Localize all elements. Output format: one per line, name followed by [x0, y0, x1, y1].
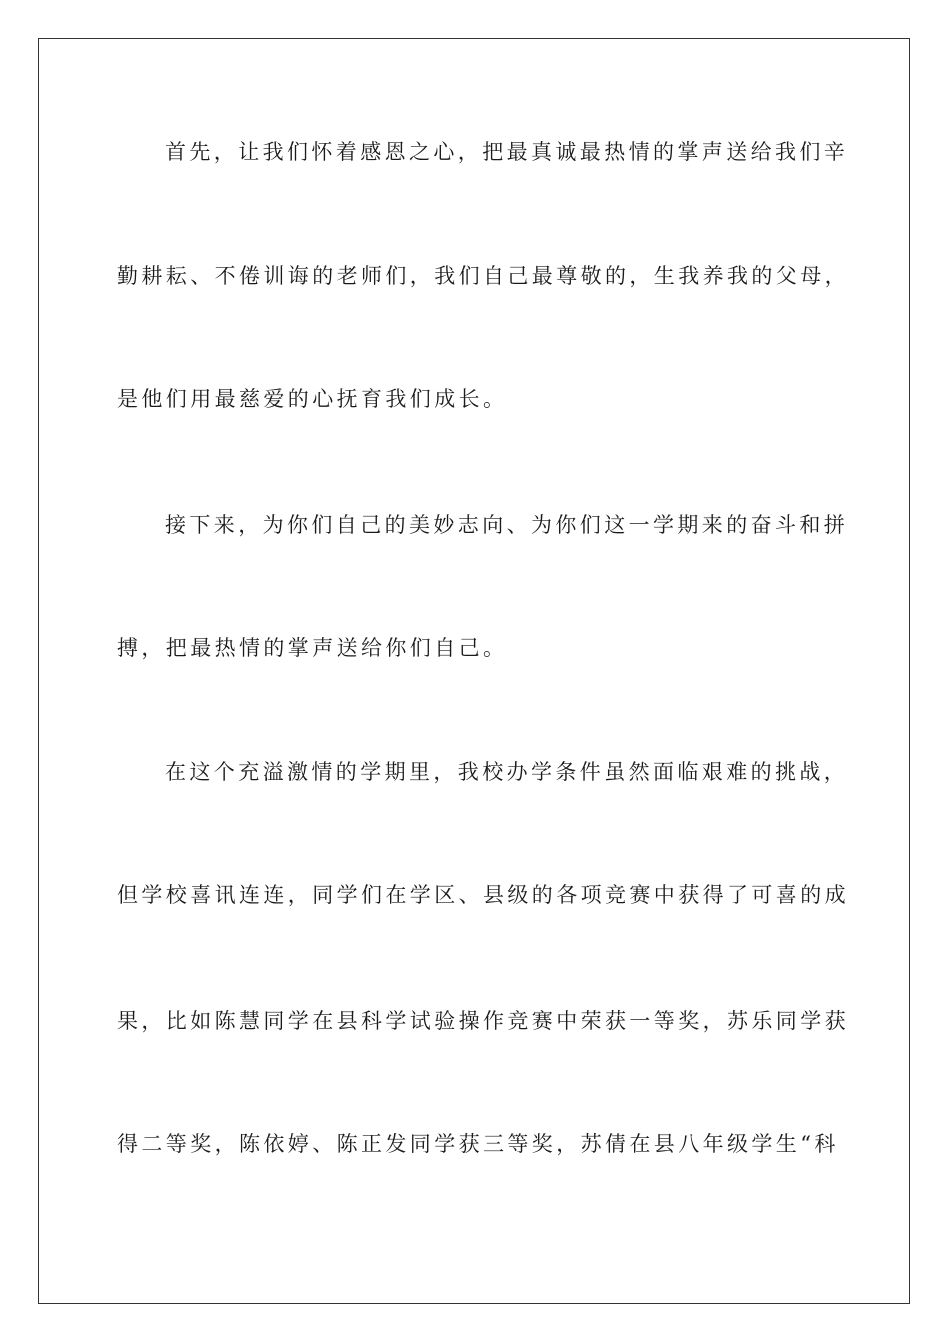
paragraph-2-line-2: 搏，把最热情的掌声送给你们自己。	[117, 636, 508, 660]
paragraph-2-line-1: 接下来，为你们自己的美妙志向、为你们这一学期来的奋斗和拼	[165, 513, 849, 537]
paragraph-3-line-1: 在这个充溢激情的学期里，我校办学条件虽然面临艰难的挑战，	[165, 760, 849, 784]
page-border	[38, 38, 910, 1304]
paragraph-3-line-3: 果，比如陈慧同学在县科学试验操作竞赛中荣获一等奖，苏乐同学获	[117, 1009, 849, 1033]
paragraph-1-line-2: 勤耕耘、不倦训诲的老师们，我们自己最尊敬的，生我养我的父母，	[117, 264, 849, 288]
paragraph-3-line-4: 得二等奖，陈依婷、陈正发同学获三等奖，苏倩在县八年级学生“科	[117, 1132, 839, 1156]
paragraph-1-line-1: 首先，让我们怀着感恩之心，把最真诚最热情的掌声送给我们辛	[165, 140, 849, 164]
paragraph-1-line-3: 是他们用最慈爱的心抚育我们成长。	[117, 387, 508, 411]
paragraph-3-line-2: 但学校喜讯连连，同学们在学区、县级的各项竞赛中获得了可喜的成	[117, 883, 849, 907]
